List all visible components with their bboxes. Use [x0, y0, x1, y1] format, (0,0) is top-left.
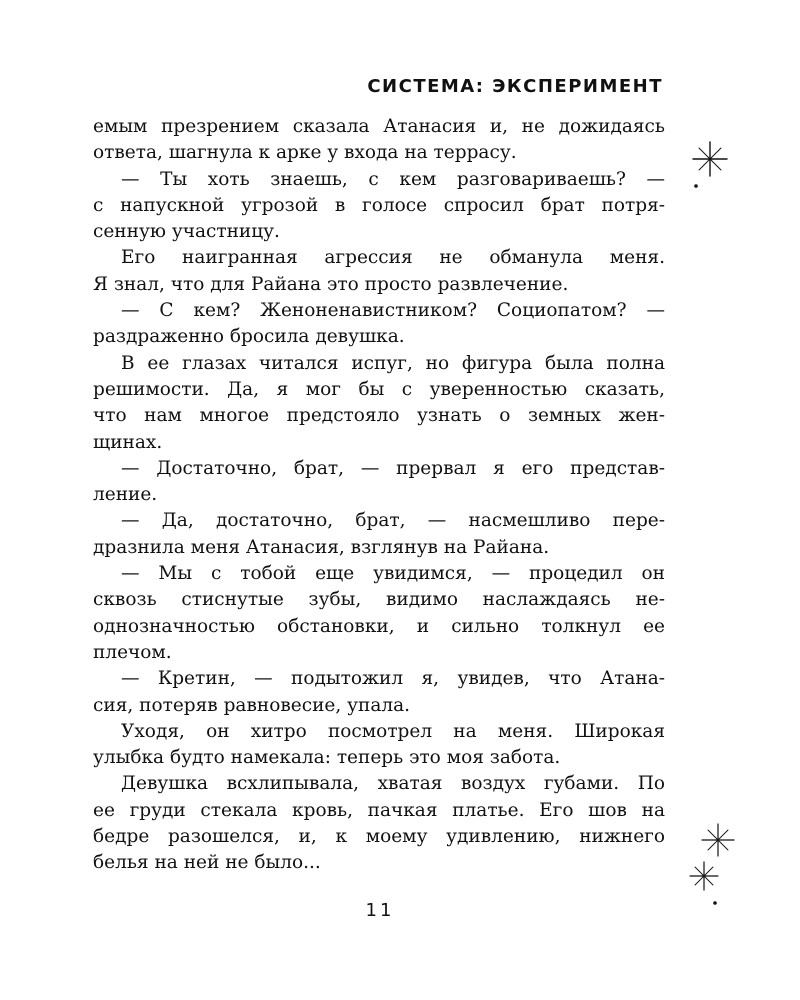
- text-line: бедре разошелся, и, к моему удивлению, нижнего: [93, 826, 665, 848]
- text-line: Девушка всхлипывала, хватая воздух губами. По: [121, 773, 665, 795]
- text-line: сквозь стиснутые зубы, видимо наслаждаясь не-: [93, 589, 665, 611]
- text-line: В ее глазах читался испуг, но фигура была полна: [121, 352, 665, 374]
- text-line: Я знал, что для Райана это просто развлечение.: [93, 273, 569, 295]
- text-line: — Кретин, — подытожил я, увидев, что Атана-: [121, 668, 665, 690]
- text-line: — Ты хоть знаешь, с кем разговариваешь? —: [121, 168, 665, 190]
- text-line: щинах.: [93, 431, 163, 453]
- text-line: с напускной угрозой в голосе спросил брат потря-: [93, 194, 665, 216]
- running-header: СИСТЕМА: ЭКСПЕРИМЕНТ: [367, 76, 663, 97]
- text-line: дразнила меня Атанасия, взглянув на Райана.: [93, 536, 550, 558]
- text-line: сенную участницу.: [93, 221, 280, 243]
- text-line: — Достаточно, брат, — прервал я его представ-: [121, 457, 665, 479]
- text-line: однозначностью обстановки, и сильно толкнул ее: [93, 615, 665, 637]
- text-line: улыбка будто намекала: теперь это моя забота.: [93, 747, 561, 769]
- text-line: раздраженно бросила девушка.: [93, 326, 405, 348]
- text-line: Его наигранная агрессия не обманула меня.: [121, 247, 665, 269]
- text-line: белья на ней не было...: [93, 852, 321, 874]
- text-line: что нам многое предстояло узнать о земных жен-: [93, 405, 665, 427]
- text-line: ответа, шагнула к арке у входа на террасу.: [93, 142, 517, 164]
- text-line: — С кем? Женоненавистником? Социопатом? —: [121, 300, 665, 322]
- text-line: ление.: [93, 484, 158, 506]
- sparkle-star-icon: [700, 822, 736, 858]
- sparkle-star-icon: [690, 140, 730, 192]
- body-text: [93, 114, 665, 877]
- sparkle-star-icon: [688, 860, 728, 912]
- text-line: емым презрением сказала Атанасия и, не дожидаясь: [93, 116, 665, 137]
- page-number: 11: [365, 900, 395, 921]
- text-line: — Да, достаточно, брат, — насмешливо пере-: [121, 510, 665, 532]
- text-line: Уходя, он хитро посмотрел на меня. Широкая: [121, 720, 665, 742]
- text-line: решимости. Да, я мог бы с уверенностью сказать,: [93, 378, 665, 400]
- text-line: ее груди стекала кровь, пачкая платье. Его шов на: [93, 799, 665, 821]
- text-line: — Мы с тобой еще увидимся, — процедил он: [121, 563, 665, 585]
- text-line: сия, потеряв равновесие, упала.: [93, 694, 411, 716]
- text-line: плечом.: [93, 641, 172, 663]
